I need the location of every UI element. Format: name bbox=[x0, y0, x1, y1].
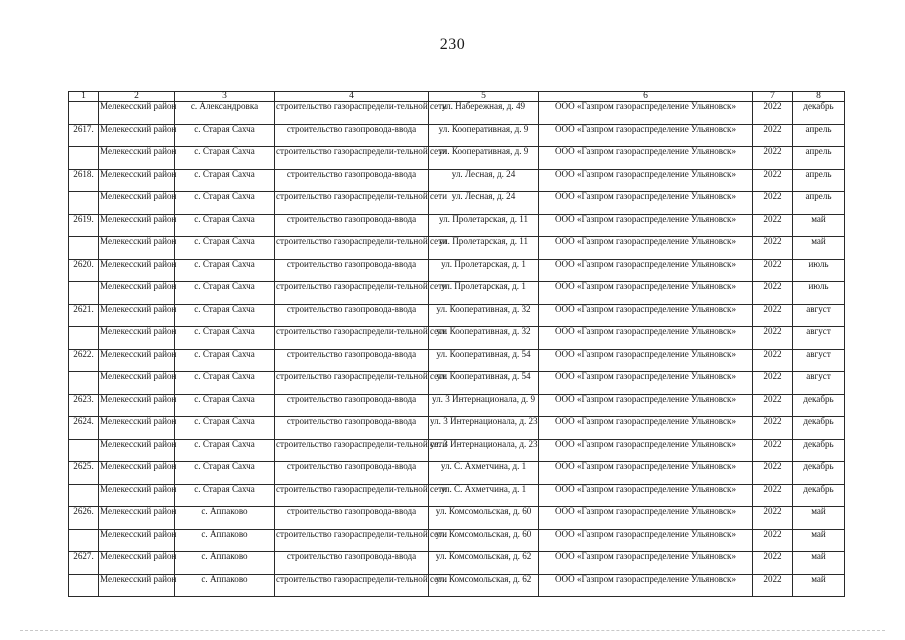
work-type-cell: строительство газопровода-ввода bbox=[275, 394, 429, 417]
table-row bbox=[69, 169, 845, 192]
month-cell: апрель bbox=[793, 169, 845, 192]
year-cell: 2022 bbox=[753, 349, 793, 372]
year-cell: 2022 bbox=[753, 102, 793, 125]
work-type-cell: строительство газопровода-ввода bbox=[275, 169, 429, 192]
year-cell: 2022 bbox=[753, 462, 793, 485]
district-cell: Мелекесский район bbox=[99, 102, 175, 125]
column-header: 8 bbox=[793, 92, 845, 102]
address-cell: ул. Пролетарская, д. 11 bbox=[429, 237, 539, 260]
year-cell: 2022 bbox=[753, 124, 793, 147]
table-row bbox=[69, 574, 845, 597]
address-cell: ул. С. Ахметчина, д. 1 bbox=[429, 462, 539, 485]
locality-cell: с. Старая Сахча bbox=[175, 327, 275, 350]
locality-cell: с. Старая Сахча bbox=[175, 417, 275, 440]
table-row bbox=[69, 507, 845, 530]
table-row bbox=[69, 237, 845, 260]
year-cell: 2022 bbox=[753, 439, 793, 462]
month-cell: май bbox=[793, 529, 845, 552]
organization-cell: ООО «Газпром газораспределение Ульяновск» bbox=[539, 439, 753, 462]
year-cell: 2022 bbox=[753, 259, 793, 282]
table-row bbox=[69, 462, 845, 485]
district-cell: Мелекесский район bbox=[99, 192, 175, 215]
row-number-cell: 2620. bbox=[69, 259, 99, 282]
address-cell: ул. Лесная, д. 24 bbox=[429, 169, 539, 192]
table-row bbox=[69, 552, 845, 575]
district-cell: Мелекесский район bbox=[99, 507, 175, 530]
month-cell: декабрь bbox=[793, 102, 845, 125]
year-cell: 2022 bbox=[753, 282, 793, 305]
table-row bbox=[69, 282, 845, 305]
work-type-cell: строительство газопровода-ввода bbox=[275, 214, 429, 237]
work-type-cell: строительство газораспредели-тельной сети bbox=[275, 147, 429, 170]
page-number: 230 bbox=[439, 36, 466, 53]
organization-cell: ООО «Газпром газораспределение Ульяновск» bbox=[539, 574, 753, 597]
month-cell: август bbox=[793, 304, 845, 327]
locality-cell: с. Старая Сахча bbox=[175, 124, 275, 147]
table-row bbox=[69, 372, 845, 395]
work-type-cell: строительство газопровода-ввода bbox=[275, 417, 429, 440]
table-row bbox=[69, 214, 845, 237]
organization-cell: ООО «Газпром газораспределение Ульяновск» bbox=[539, 552, 753, 575]
row-number-cell: 2619. bbox=[69, 214, 99, 237]
locality-cell: с. Старая Сахча bbox=[175, 282, 275, 305]
table-row bbox=[69, 124, 845, 147]
table-row bbox=[69, 259, 845, 282]
work-type-cell: строительство газораспредели-тельной сети bbox=[275, 484, 429, 507]
work-type-cell: строительство газораспредели-тельной сети bbox=[275, 192, 429, 215]
row-number-cell bbox=[69, 372, 99, 395]
row-number-cell bbox=[69, 484, 99, 507]
row-number-cell: 2622. bbox=[69, 349, 99, 372]
year-cell: 2022 bbox=[753, 574, 793, 597]
column-header: 5 bbox=[429, 92, 539, 102]
address-cell: ул. Лесная, д. 24 bbox=[429, 192, 539, 215]
year-cell: 2022 bbox=[753, 394, 793, 417]
column-header: 6 bbox=[539, 92, 753, 102]
locality-cell: с. Старая Сахча bbox=[175, 259, 275, 282]
month-cell: декабрь bbox=[793, 394, 845, 417]
month-cell: декабрь bbox=[793, 484, 845, 507]
row-number-cell bbox=[69, 237, 99, 260]
work-type-cell: строительство газораспредели-тельной сети bbox=[275, 102, 429, 125]
address-cell: ул. С. Ахметчина, д. 1 bbox=[429, 484, 539, 507]
locality-cell: с. Аппаково bbox=[175, 507, 275, 530]
district-cell: Мелекесский район bbox=[99, 327, 175, 350]
district-cell: Мелекесский район bbox=[99, 372, 175, 395]
organization-cell: ООО «Газпром газораспределение Ульяновск» bbox=[539, 192, 753, 215]
month-cell: декабрь bbox=[793, 462, 845, 485]
month-cell: май bbox=[793, 552, 845, 575]
address-cell: ул. Кооперативная, д. 32 bbox=[429, 304, 539, 327]
column-header: 1 bbox=[69, 92, 99, 102]
locality-cell: с. Аппаково bbox=[175, 552, 275, 575]
district-cell: Мелекесский район bbox=[99, 439, 175, 462]
row-number-cell bbox=[69, 192, 99, 215]
column-header: 2 bbox=[99, 92, 175, 102]
table-row bbox=[69, 102, 845, 125]
district-cell: Мелекесский район bbox=[99, 394, 175, 417]
district-cell: Мелекесский район bbox=[99, 574, 175, 597]
district-cell: Мелекесский район bbox=[99, 259, 175, 282]
locality-cell: с. Старая Сахча bbox=[175, 237, 275, 260]
locality-cell: с. Аппаково bbox=[175, 529, 275, 552]
month-cell: август bbox=[793, 327, 845, 350]
district-cell: Мелекесский район bbox=[99, 529, 175, 552]
row-number-cell: 2617. bbox=[69, 124, 99, 147]
address-cell: ул. Кооперативная, д. 9 bbox=[429, 147, 539, 170]
work-type-cell: строительство газораспредели-тельной сети bbox=[275, 439, 429, 462]
work-type-cell: строительство газораспредели-тельной сети bbox=[275, 237, 429, 260]
organization-cell: ООО «Газпром газораспределение Ульяновск» bbox=[539, 372, 753, 395]
table-header-row bbox=[69, 92, 845, 102]
work-type-cell: строительство газопровода-ввода bbox=[275, 259, 429, 282]
table-row bbox=[69, 327, 845, 350]
table-row bbox=[69, 304, 845, 327]
table-row bbox=[69, 349, 845, 372]
work-type-cell: строительство газораспредели-тельной сети bbox=[275, 574, 429, 597]
organization-cell: ООО «Газпром газораспределение Ульяновск» bbox=[539, 507, 753, 530]
gasification-table bbox=[68, 91, 845, 597]
locality-cell: с. Старая Сахча bbox=[175, 349, 275, 372]
row-number-cell bbox=[69, 439, 99, 462]
month-cell: июль bbox=[793, 282, 845, 305]
organization-cell: ООО «Газпром газораспределение Ульяновск» bbox=[539, 147, 753, 170]
month-cell: июль bbox=[793, 259, 845, 282]
work-type-cell: строительство газопровода-ввода bbox=[275, 124, 429, 147]
locality-cell: с. Старая Сахча bbox=[175, 439, 275, 462]
locality-cell: с. Аппаково bbox=[175, 574, 275, 597]
district-cell: Мелекесский район bbox=[99, 304, 175, 327]
row-number-cell: 2621. bbox=[69, 304, 99, 327]
year-cell: 2022 bbox=[753, 237, 793, 260]
organization-cell: ООО «Газпром газораспределение Ульяновск» bbox=[539, 259, 753, 282]
work-type-cell: строительство газораспредели-тельной сети bbox=[275, 372, 429, 395]
month-cell: август bbox=[793, 372, 845, 395]
row-number-cell: 2624. bbox=[69, 417, 99, 440]
year-cell: 2022 bbox=[753, 372, 793, 395]
row-number-cell: 2623. bbox=[69, 394, 99, 417]
year-cell: 2022 bbox=[753, 484, 793, 507]
month-cell: апрель bbox=[793, 147, 845, 170]
address-cell: ул. Пролетарская, д. 1 bbox=[429, 259, 539, 282]
work-type-cell: строительство газопровода-ввода bbox=[275, 552, 429, 575]
year-cell: 2022 bbox=[753, 417, 793, 440]
organization-cell: ООО «Газпром газораспределение Ульяновск» bbox=[539, 214, 753, 237]
address-cell: ул. Комсомольская, д. 60 bbox=[429, 507, 539, 530]
locality-cell: с. Старая Сахча bbox=[175, 484, 275, 507]
district-cell: Мелекесский район bbox=[99, 169, 175, 192]
organization-cell: ООО «Газпром газораспределение Ульяновск» bbox=[539, 102, 753, 125]
organization-cell: ООО «Газпром газораспределение Ульяновск» bbox=[539, 462, 753, 485]
work-type-cell: строительство газопровода-ввода bbox=[275, 304, 429, 327]
district-cell: Мелекесский район bbox=[99, 552, 175, 575]
month-cell: декабрь bbox=[793, 439, 845, 462]
work-type-cell: строительство газопровода-ввода bbox=[275, 507, 429, 530]
scan-edge-line bbox=[20, 630, 885, 632]
address-cell: ул. Комсомольская, д. 60 bbox=[429, 529, 539, 552]
district-cell: Мелекесский район bbox=[99, 124, 175, 147]
locality-cell: с. Старая Сахча bbox=[175, 147, 275, 170]
table-row bbox=[69, 417, 845, 440]
district-cell: Мелекесский район bbox=[99, 214, 175, 237]
row-number-cell bbox=[69, 327, 99, 350]
month-cell: май bbox=[793, 237, 845, 260]
year-cell: 2022 bbox=[753, 169, 793, 192]
month-cell: апрель bbox=[793, 124, 845, 147]
address-cell: ул. Кооперативная, д. 32 bbox=[429, 327, 539, 350]
year-cell: 2022 bbox=[753, 327, 793, 350]
year-cell: 2022 bbox=[753, 214, 793, 237]
table-row bbox=[69, 529, 845, 552]
row-number-cell: 2625. bbox=[69, 462, 99, 485]
table-row bbox=[69, 147, 845, 170]
row-number-cell bbox=[69, 529, 99, 552]
locality-cell: с. Старая Сахча bbox=[175, 372, 275, 395]
row-number-cell: 2626. bbox=[69, 507, 99, 530]
month-cell: август bbox=[793, 349, 845, 372]
organization-cell: ООО «Газпром газораспределение Ульяновск» bbox=[539, 417, 753, 440]
row-number-cell bbox=[69, 574, 99, 597]
year-cell: 2022 bbox=[753, 552, 793, 575]
address-cell: ул. 3 Интернационала, д. 23 bbox=[429, 439, 539, 462]
locality-cell: с. Александровка bbox=[175, 102, 275, 125]
table-row bbox=[69, 439, 845, 462]
month-cell: май bbox=[793, 214, 845, 237]
district-cell: Мелекесский район bbox=[99, 282, 175, 305]
row-number-cell bbox=[69, 147, 99, 170]
column-header: 3 bbox=[175, 92, 275, 102]
table-row bbox=[69, 484, 845, 507]
year-cell: 2022 bbox=[753, 304, 793, 327]
district-cell: Мелекесский район bbox=[99, 237, 175, 260]
work-type-cell: строительство газораспредели-тельной сети bbox=[275, 327, 429, 350]
district-cell: Мелекесский район bbox=[99, 147, 175, 170]
row-number-cell: 2618. bbox=[69, 169, 99, 192]
locality-cell: с. Старая Сахча bbox=[175, 462, 275, 485]
table-row bbox=[69, 394, 845, 417]
column-header: 4 bbox=[275, 92, 429, 102]
work-type-cell: строительство газопровода-ввода bbox=[275, 462, 429, 485]
locality-cell: с. Старая Сахча bbox=[175, 214, 275, 237]
row-number-cell bbox=[69, 102, 99, 125]
work-type-cell: строительство газопровода-ввода bbox=[275, 349, 429, 372]
month-cell: май bbox=[793, 507, 845, 530]
work-type-cell: строительство газораспредели-тельной сети bbox=[275, 529, 429, 552]
district-cell: Мелекесский район bbox=[99, 349, 175, 372]
year-cell: 2022 bbox=[753, 507, 793, 530]
address-cell: ул. Кооперативная, д. 54 bbox=[429, 372, 539, 395]
organization-cell: ООО «Газпром газораспределение Ульяновск» bbox=[539, 327, 753, 350]
locality-cell: с. Старая Сахча bbox=[175, 169, 275, 192]
year-cell: 2022 bbox=[753, 192, 793, 215]
district-cell: Мелекесский район bbox=[99, 462, 175, 485]
year-cell: 2022 bbox=[753, 529, 793, 552]
organization-cell: ООО «Газпром газораспределение Ульяновск» bbox=[539, 394, 753, 417]
address-cell: ул. Пролетарская, д. 1 bbox=[429, 282, 539, 305]
row-number-cell bbox=[69, 282, 99, 305]
work-type-cell: строительство газораспредели-тельной сети bbox=[275, 282, 429, 305]
year-cell: 2022 bbox=[753, 147, 793, 170]
address-cell: ул. Набережная, д. 49 bbox=[429, 102, 539, 125]
locality-cell: с. Старая Сахча bbox=[175, 304, 275, 327]
address-cell: ул. Пролетарская, д. 11 bbox=[429, 214, 539, 237]
locality-cell: с. Старая Сахча bbox=[175, 192, 275, 215]
organization-cell: ООО «Газпром газораспределение Ульяновск» bbox=[539, 304, 753, 327]
organization-cell: ООО «Газпром газораспределение Ульяновск» bbox=[539, 169, 753, 192]
address-cell: ул. Кооперативная, д. 54 bbox=[429, 349, 539, 372]
address-cell: ул. 3 Интернационала, д. 9 bbox=[429, 394, 539, 417]
row-number-cell: 2627. bbox=[69, 552, 99, 575]
district-cell: Мелекесский район bbox=[99, 417, 175, 440]
organization-cell: ООО «Газпром газораспределение Ульяновск» bbox=[539, 484, 753, 507]
organization-cell: ООО «Газпром газораспределение Ульяновск» bbox=[539, 237, 753, 260]
month-cell: май bbox=[793, 574, 845, 597]
organization-cell: ООО «Газпром газораспределение Ульяновск» bbox=[539, 124, 753, 147]
district-cell: Мелекесский район bbox=[99, 484, 175, 507]
address-cell: ул. Комсомольская, д. 62 bbox=[429, 574, 539, 597]
address-cell: ул. Кооперативная, д. 9 bbox=[429, 124, 539, 147]
organization-cell: ООО «Газпром газораспределение Ульяновск» bbox=[539, 282, 753, 305]
column-header: 7 bbox=[753, 92, 793, 102]
month-cell: декабрь bbox=[793, 417, 845, 440]
locality-cell: с. Старая Сахча bbox=[175, 394, 275, 417]
month-cell: апрель bbox=[793, 192, 845, 215]
table-row bbox=[69, 192, 845, 215]
organization-cell: ООО «Газпром газораспределение Ульяновск» bbox=[539, 529, 753, 552]
address-cell: ул. Комсомольская, д. 62 bbox=[429, 552, 539, 575]
address-cell: ул. 3 Интернационала, д. 23 bbox=[429, 417, 539, 440]
organization-cell: ООО «Газпром газораспределение Ульяновск» bbox=[539, 349, 753, 372]
